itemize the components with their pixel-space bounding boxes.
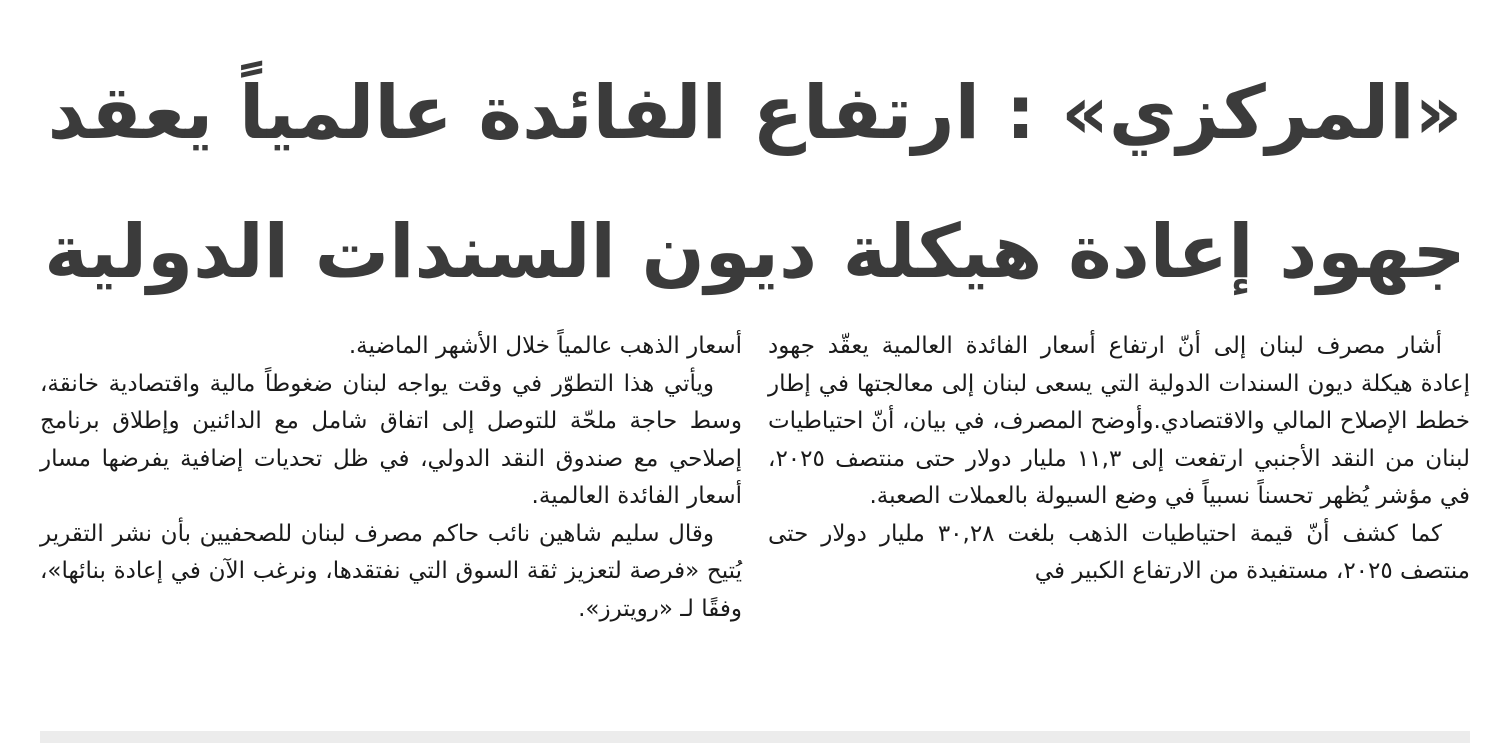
paragraph-pressures: ويأتي هذا التطوّر في وقت يواجه لبنان ضغوطاً مالية واقتصادية خانقة، وسط حاجة ملحّة للتوصل إلى اتفاق شامل مع الدائنين وإطلاق برنامج إصلاحي مع صندوق النقد الدولي، في ظل تحديات إضافية يفرضها مسار أسعار الفائدة العالمية. xyxy=(40,370,742,509)
article-column-right xyxy=(768,328,1470,591)
paragraph-quote: وقال سليم شاهين نائب حاكم مصرف لبنان للصحفيين بأن نشر التقرير يُتيح «فرصة لتعزيز ثقة السوق التي نفتقدها، ونرغب الآن في إعادة بنائها»، وفقًا لـ «رويترز». xyxy=(40,520,742,622)
headline-line-1: «المركزي» : ارتفاع الفائدة عالمياً يعقد xyxy=(47,70,1463,156)
paragraph-gold-continued: أسعار الذهب عالمياً خلال الأشهر الماضية. xyxy=(348,333,742,359)
footer-divider xyxy=(40,731,1470,743)
article-column-left xyxy=(40,328,742,628)
headline-line-2: جهود إعادة هيكلة ديون السندات الدولية xyxy=(44,209,1466,295)
paragraph-reserves: أشار مصرف لبنان إلى أنّ ارتفاع أسعار الفائدة العالمية يعقّد جهود إعادة هيكلة ديون السندات الدولية التي يسعى لبنان إلى معالجتها في إطار خطط الإصلاح المالي والاقتصادي.وأوضح المصرف، في بيان، أنّ احتياطيات لبنان من النقد الأجنبي ارتفعت إلى ١١,٣ مليار دولار حتى منتصف ٢٠٢٥، في مؤشر يُظهر تحسناً نسبياً في وضع السيولة بالعملات الصعبة. xyxy=(768,333,1470,509)
paragraph-gold: كما كشف أنّ قيمة احتياطيات الذهب بلغت ٣٠,٢٨ مليار دولار حتى منتصف ٢٠٢٥، مستفيدة من الارتفاع الكبير في xyxy=(768,520,1470,584)
